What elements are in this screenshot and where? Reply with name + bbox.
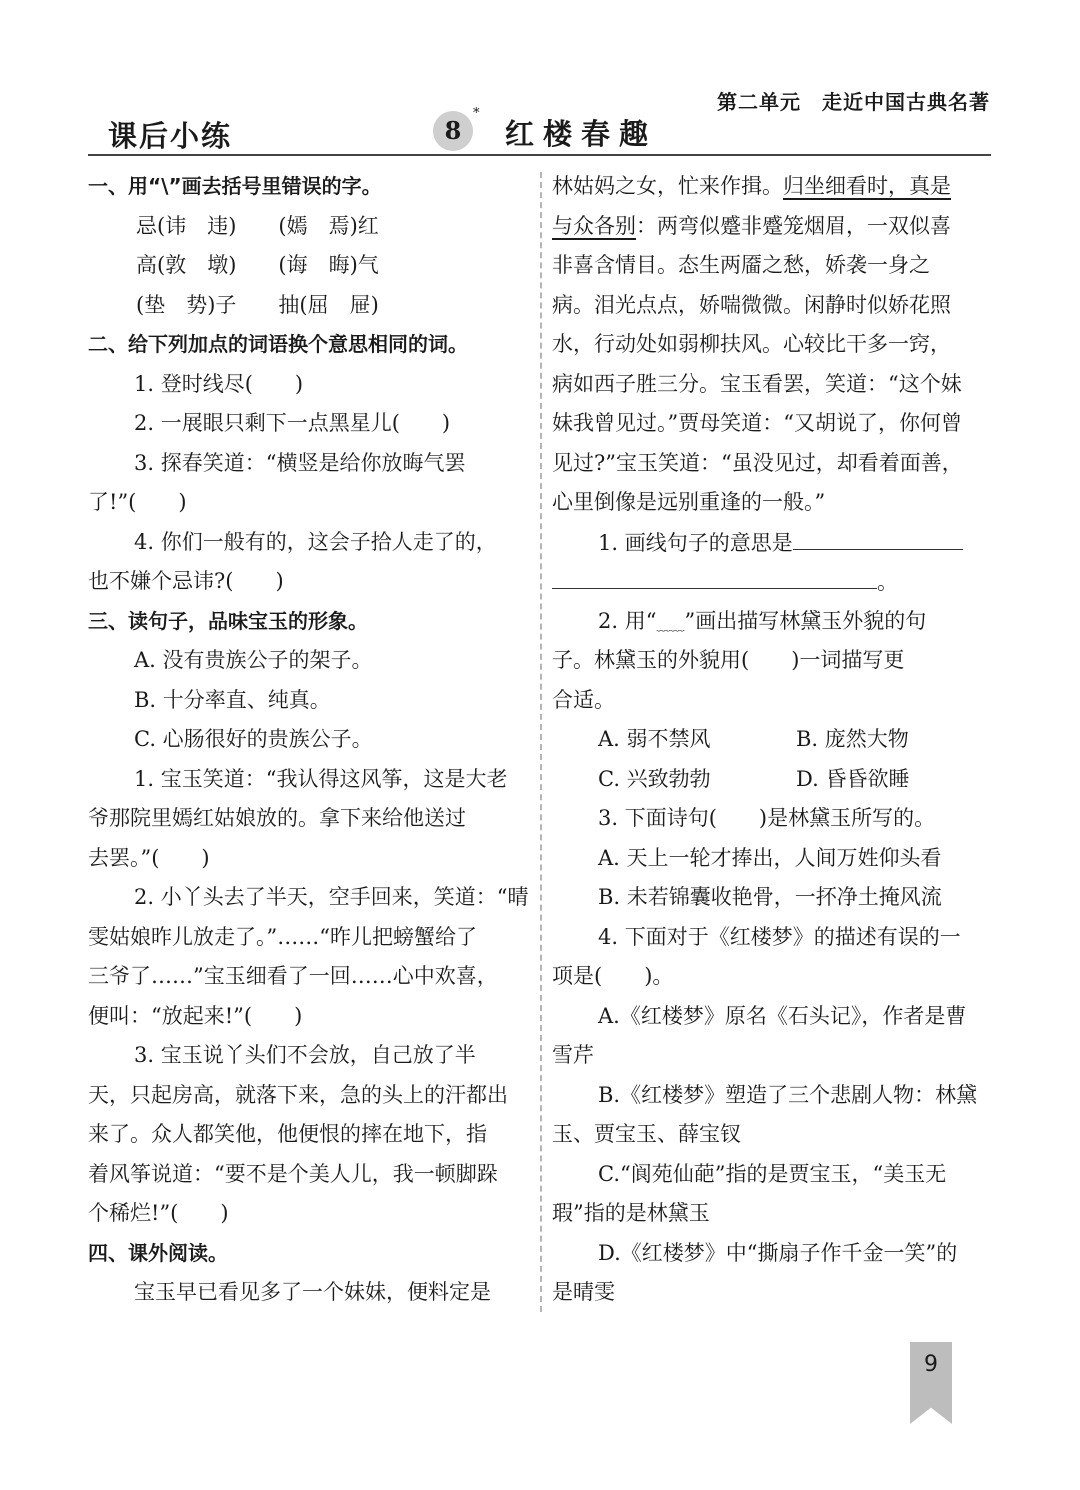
r-q2-options-row xyxy=(552,760,992,800)
r-q4-option-b: B.《红楼梦》塑造了三个悲剧人物：林黛 xyxy=(598,1082,978,1107)
left-column xyxy=(88,167,528,1313)
r-q4-option-a-cont: 雪芹 xyxy=(552,1043,594,1067)
s1-row: (垫 势)子 抽(屈 屉) xyxy=(136,292,379,317)
brand-title: 课后小练 xyxy=(108,119,233,153)
wavy-line-symbol: ﹏﹏ xyxy=(656,617,685,634)
s3-question-1-cont: 去罢。”( ) xyxy=(88,845,210,870)
s3-option-c: C. 心肠很好的贵族公子。 xyxy=(134,727,373,751)
page-number: 9 xyxy=(924,1352,938,1377)
r-q4-option-d-cont: 是晴雯 xyxy=(552,1280,615,1304)
r-question-1 xyxy=(552,523,992,563)
passage-line: 见过?”宝玉笑道：“虽没见过，却看着面善， xyxy=(552,450,963,475)
s2-question-3-cont: 了!”( ) xyxy=(88,490,187,514)
question-text: 2. 用“ xyxy=(598,608,657,633)
s2-question-3: 3. 探春笑道：“横竖是给你放晦气罢 xyxy=(134,450,466,475)
r-question-1-cont xyxy=(552,562,992,602)
question-end: 。 xyxy=(877,570,898,594)
question-text: 1. 画线句子的意思是 xyxy=(598,530,793,555)
r-q2-options-row xyxy=(552,720,992,760)
r-question-2 xyxy=(552,602,992,642)
passage-line: 病如西子胜三分。宝玉看罢，笑道：“这个妹 xyxy=(552,371,962,396)
s2-question-4-cont: 也不嫌个忌讳?( ) xyxy=(88,569,284,593)
header-rule xyxy=(88,154,991,156)
option-b: B. 庞然大物 xyxy=(796,727,909,751)
passage-line: 非喜含情目。态生两靥之愁，娇袭一身之 xyxy=(552,253,930,277)
s3-question-2: 2. 小丫头去了半天，空手回来，笑道：“晴 xyxy=(134,885,528,909)
r-q4-option-c: C.“阆苑仙葩”指的是贾宝玉，“美玉无 xyxy=(598,1161,947,1186)
underlined-sentence: 与众各别 xyxy=(552,213,636,238)
section-1-title: 一、用“\”画去括号里错误的字。 xyxy=(88,174,382,198)
lesson-mark: * xyxy=(473,106,480,121)
s3-question-3-cont: 着风筝说道：“要不是个美人儿，我一顿脚跺 xyxy=(88,1161,498,1186)
passage-line: 妹我曾见过。”贾母笑道：“又胡说了，你何曾 xyxy=(552,411,962,435)
r-q4-option-b-cont: 玉、贾宝玉、薛宝钗 xyxy=(552,1122,741,1146)
s3-question-2-cont: 雯姑娘昨儿放走了。”……“昨儿把螃蟹给了 xyxy=(88,924,477,949)
question-text: ”画出描写林黛玉外貌的句 xyxy=(684,608,927,633)
lesson-number-badge: 8 xyxy=(433,111,473,151)
s3-question-2-cont: 便叫：“放起来!”( ) xyxy=(88,1003,303,1028)
section-4-title: 四、课外阅读。 xyxy=(88,1240,228,1265)
r-q3-option-b: B. 未若锦囊收艳骨，一抔净土掩风流 xyxy=(598,885,942,909)
option-d: D. 昏昏欲睡 xyxy=(796,766,910,791)
s3-question-1-cont: 爷那院里嫣红姑娘放的。拿下来给他送过 xyxy=(88,806,466,830)
passage-line: 病。泪光点点，娇喘微微。闲静时似娇花照 xyxy=(552,292,951,317)
s3-question-3: 3. 宝玉说丫头们不会放，自己放了半 xyxy=(134,1043,476,1067)
answer-blank[interactable] xyxy=(793,523,963,550)
column-divider xyxy=(540,172,542,1312)
r-q4-option-a: A.《红楼梦》原名《石头记》，作者是曹 xyxy=(598,1003,967,1028)
s1-row: 高(敦 墩) (诲 晦)气 xyxy=(136,253,379,277)
section-3-title: 三、读句子，品味宝玉的形象。 xyxy=(88,608,368,633)
passage-text: ：两弯似蹙非蹙笼烟眉，一双似喜 xyxy=(636,213,951,238)
passage-line: 心里倒像是远别重逢的一般。” xyxy=(552,490,826,514)
r-q4-option-c-cont: 瑕”指的是林黛玉 xyxy=(552,1201,710,1225)
r-question-2-cont: 合适。 xyxy=(552,687,615,712)
s3-question-3-cont: 天，只起房高，就落下来，急的头上的汗都出 xyxy=(88,1082,508,1107)
option-c: C. 兴致勃勃 xyxy=(598,766,711,791)
s2-question-2: 2. 一展眼只剩下一点黑星儿( ) xyxy=(134,411,451,435)
option-a: A. 弱不禁风 xyxy=(598,727,711,751)
s3-question-1: 1. 宝玉笑道：“我认得这风筝，这是大老 xyxy=(134,766,508,791)
s3-question-2-cont: 三爷了……”宝玉细看了一回……心中欢喜， xyxy=(88,964,498,988)
s3-question-3-cont: 来了。众人都笑他，他便恨的摔在地下，指 xyxy=(88,1122,487,1146)
s2-question-1: 1. 登时线尽( ) xyxy=(134,371,304,396)
r-question-4: 4. 下面对于《红楼梦》的描述有误的一 xyxy=(598,924,961,949)
underlined-sentence: 归坐细看时，真是 xyxy=(783,174,951,198)
r-question-2-cont: 子。林黛玉的外貌用( )一词描写更 xyxy=(552,648,905,672)
right-column xyxy=(552,167,992,1313)
lesson-title: 红楼春趣 xyxy=(505,117,658,151)
passage-line xyxy=(552,207,992,247)
r-q4-option-d: D.《红楼梦》中“撕扇子作千金一笑”的 xyxy=(598,1240,958,1265)
unit-title: 第二单元 走近中国古典名著 xyxy=(717,90,990,114)
s3-option-a: A. 没有贵族公子的架子。 xyxy=(134,648,373,672)
r-question-3: 3. 下面诗句( )是林黛玉所写的。 xyxy=(598,806,936,830)
section-2-title: 二、给下列加点的词语换个意思相同的词。 xyxy=(88,332,468,356)
passage-text: 林姑妈之女，忙来作揖。 xyxy=(552,174,783,198)
answer-blank[interactable] xyxy=(552,562,877,589)
reading-passage-start: 宝玉早已看见多了一个妹妹，便料定是 xyxy=(134,1280,491,1304)
s3-option-b: B. 十分率直、纯真。 xyxy=(134,687,331,712)
s1-row: 忌(讳 违) (嫣 焉)红 xyxy=(136,213,379,238)
r-q3-option-a: A. 天上一轮才捧出，人间万姓仰头看 xyxy=(598,845,942,870)
s2-question-4: 4. 你们一般有的，这会子拾人走了的， xyxy=(134,529,497,554)
s3-question-3-cont: 个稀烂!”( ) xyxy=(88,1201,229,1225)
r-question-4-cont: 项是( )。 xyxy=(552,964,674,988)
passage-line xyxy=(552,167,992,207)
passage-line: 水，行动处如弱柳扶风。心较比干多一窍， xyxy=(552,332,951,356)
